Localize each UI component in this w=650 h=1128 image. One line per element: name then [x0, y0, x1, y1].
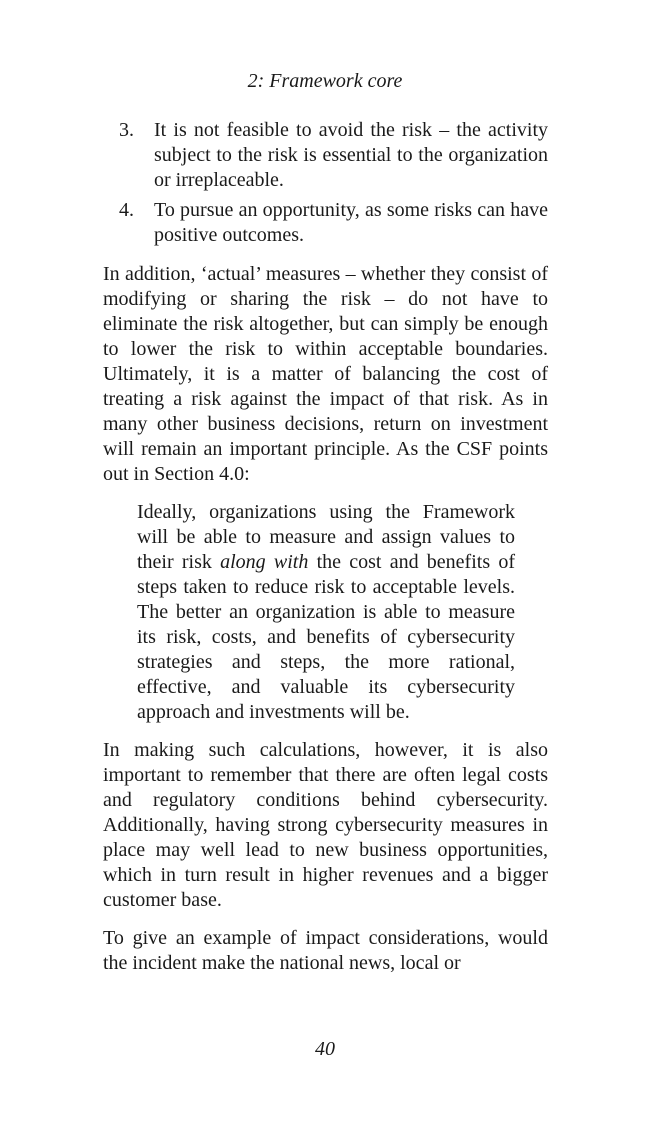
paragraph: In making such calculations, however, it is also important to remember that there are often legal costs and regulatory conditions behind cybersecurity. Additionally, having strong cybersecurity measures in place may well lead to new business opportunities, which in turn result in higher revenues and a bigger customer base. — [103, 739, 548, 911]
body-text — [103, 118, 548, 989]
block-quote — [137, 500, 515, 725]
quote-text-start: Ideally, organizations using the Framework will be able to measure and assign values to their risk — [137, 501, 515, 573]
list-item-text: To pursue an opportunity, as some risks can have positive outcomes. — [154, 199, 548, 246]
page-number: 40 — [315, 1038, 335, 1060]
list-item-number: 3. — [119, 119, 134, 141]
list-item-text: It is not feasible to avoid the risk – the activity subject to the risk is essential to the organization or irreplaceable. — [154, 119, 548, 191]
list-item — [103, 198, 548, 248]
list-item-number: 4. — [119, 199, 134, 221]
list-item — [103, 118, 548, 193]
quote-text-end: the cost and benefits of steps taken to reduce risk to acceptable levels. The better an organization is able to measure its risk, costs, and benefits of cybersecurity strategies and steps, the more rational, effective, and valuable its cybersecurity approach and investments will be. — [137, 551, 515, 723]
paragraph: To give an example of impact considerations, would the incident make the national news, local or — [103, 927, 548, 974]
running-head: 2: Framework core — [247, 70, 403, 92]
numbered-list — [103, 118, 548, 248]
quote-emphasis: along with — [220, 551, 309, 573]
paragraph: In addition, ‘actual’ measures – whether they consist of modifying or sharing the risk – do not have to eliminate the risk altogether, but can simply be enough to lower the risk to within acceptable boundaries. Ultimately, it is a matter of balancing the cost of treating a risk against the impact of that risk. As in many other business decisions, return on investment will remain an important principle. As the CSF points out in Section 4.0: — [103, 263, 548, 485]
